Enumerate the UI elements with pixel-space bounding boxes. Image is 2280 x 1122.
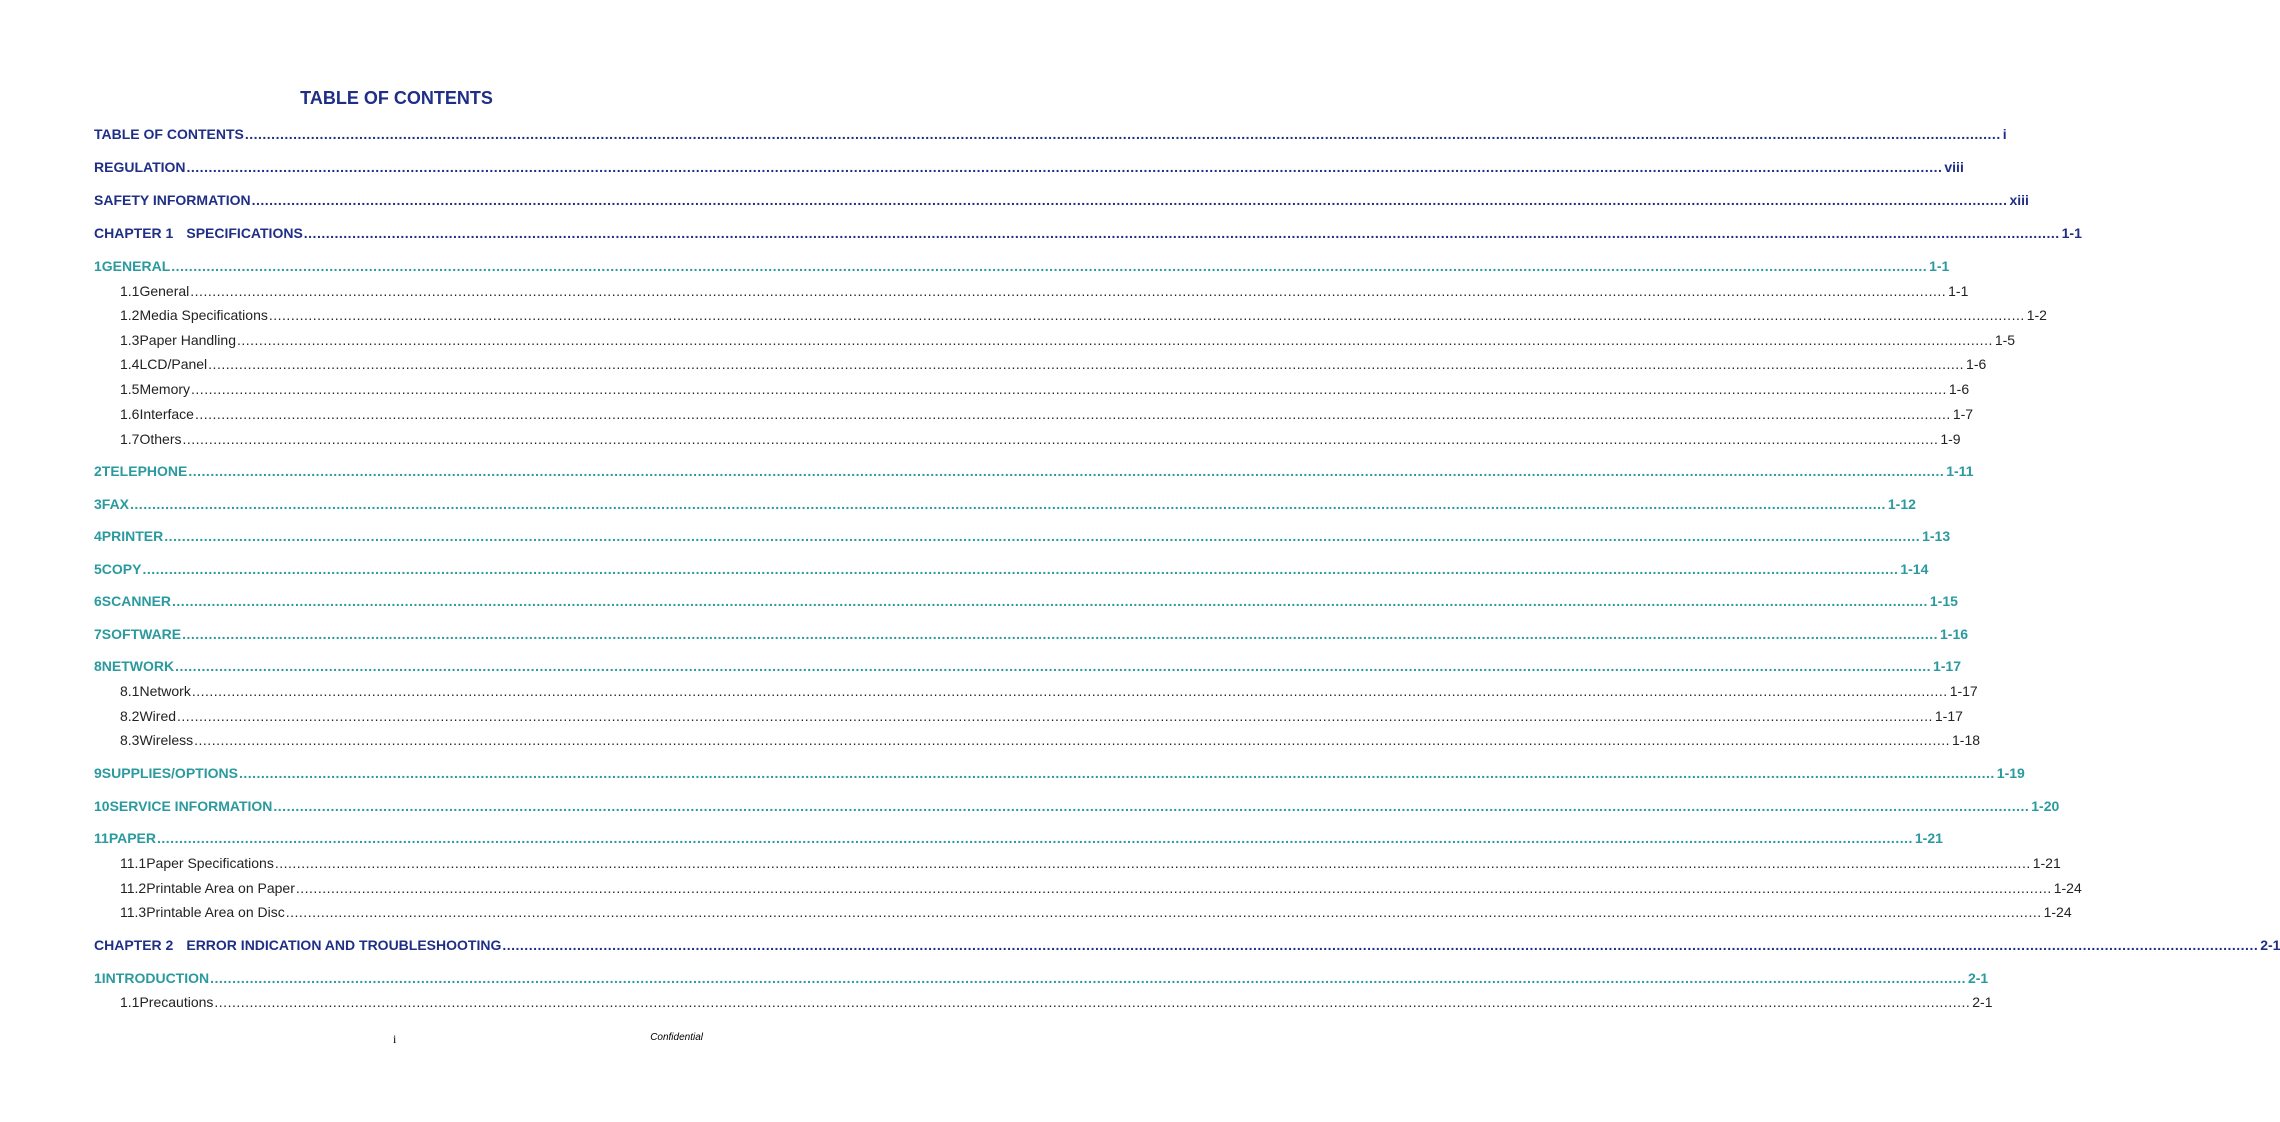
toc-entry-number: 1 xyxy=(94,970,102,986)
toc-entry-label: ERROR INDICATION AND TROUBLESHOOTING xyxy=(186,937,502,953)
toc-entry-chapter: CHAPTER 1 xyxy=(94,225,174,241)
toc-entry-page: 2-1 xyxy=(1967,970,1989,986)
toc-entry-label: Memory xyxy=(139,381,191,397)
toc-entry[interactable] xyxy=(120,732,1981,748)
toc-entry-number: 10 xyxy=(94,798,110,814)
toc-entry-page: 1-6 xyxy=(1966,356,1987,372)
toc-entry-chapter: CHAPTER 2 xyxy=(94,937,174,953)
toc-entry-label: FAX xyxy=(101,496,130,512)
toc-entry-label: Interface xyxy=(139,406,194,422)
toc-entry-number: 3 xyxy=(94,496,102,512)
toc-entry[interactable] xyxy=(94,225,2082,241)
toc-entry[interactable] xyxy=(120,431,1961,447)
toc-dot-leader: ................................................................................................................................................................................................................................................................................................................................................................................................................ xyxy=(210,970,1966,986)
toc-entry-page: 1-17 xyxy=(1932,658,1962,674)
toc-entry-number: 4 xyxy=(94,528,102,544)
toc-dot-leader: ................................................................................................................................................................................................................................................................................................................................................................................................................ xyxy=(177,708,1933,724)
toc-entry-number: 1.1 xyxy=(120,994,140,1010)
toc-dot-leader: ................................................................................................................................................................................................................................................................................................................................................................................................................ xyxy=(274,855,2031,871)
toc-entry-number: 9 xyxy=(94,765,102,781)
toc-entry-page: 1-17 xyxy=(1934,708,1963,724)
toc-entry[interactable] xyxy=(94,658,1962,674)
toc-entry-label: Paper Handling xyxy=(139,332,236,348)
toc-dot-leader: ................................................................................................................................................................................................................................................................................................................................................................................................................ xyxy=(188,463,1945,479)
toc-entry-label: LCD/Panel xyxy=(139,356,208,372)
toc-entry[interactable] xyxy=(94,765,2025,781)
toc-entry-number: 11 xyxy=(94,830,109,846)
toc-entry-page: 1-14 xyxy=(1900,561,1929,577)
toc-dot-leader: ................................................................................................................................................................................................................................................................................................................................................................................................................ xyxy=(214,994,1971,1010)
toc-entry-label: General xyxy=(139,283,190,299)
toc-entry-number: 8 xyxy=(94,658,102,674)
toc-dot-leader: ................................................................................................................................................................................................................................................................................................................................................................................................................ xyxy=(238,765,1995,781)
toc-dot-leader: ................................................................................................................................................................................................................................................................................................................................................................................................................ xyxy=(130,496,1886,512)
toc-dot-leader: ................................................................................................................................................................................................................................................................................................................................................................................................................ xyxy=(194,732,1950,748)
toc-entry-number: 1.7 xyxy=(120,431,140,447)
toc-entry-label: Precautions xyxy=(139,994,214,1010)
toc-entry-page: 1-16 xyxy=(1940,626,1969,642)
toc-entry-page: 1-24 xyxy=(2043,904,2072,920)
toc-dot-leader: ................................................................................................................................................................................................................................................................................................................................................................................................................ xyxy=(164,528,1921,544)
toc-entry-page: 1-12 xyxy=(1887,496,1916,512)
toc-entry-label: SERVICE INFORMATION xyxy=(109,798,273,814)
toc-dot-leader: ................................................................................................................................................................................................................................................................................................................................................................................................................ xyxy=(303,225,2060,241)
toc-dot-leader: ................................................................................................................................................................................................................................................................................................................................................................................................................ xyxy=(190,283,1947,299)
toc-entry-label: TABLE OF CONTENTS xyxy=(94,126,244,142)
toc-entry-number: 2 xyxy=(94,463,102,479)
toc-entry-label: SAFETY INFORMATION xyxy=(94,192,251,208)
toc-dot-leader: ................................................................................................................................................................................................................................................................................................................................................................................................................ xyxy=(142,561,1899,577)
toc-entry[interactable] xyxy=(94,937,2280,953)
toc-entry[interactable] xyxy=(120,904,2072,920)
toc-entry[interactable] xyxy=(94,561,1929,577)
toc-entry-label: Wireless xyxy=(139,732,194,748)
toc-entry-number: 1.6 xyxy=(120,406,140,422)
toc-entry-label: PAPER xyxy=(108,830,157,846)
toc-entry[interactable] xyxy=(120,880,2082,896)
toc-entry-page: 1-5 xyxy=(1994,332,2016,348)
toc-dot-leader: ................................................................................................................................................................................................................................................................................................................................................................................................................ xyxy=(236,332,1993,348)
toc-dot-leader: ................................................................................................................................................................................................................................................................................................................................................................................................................ xyxy=(244,126,2001,142)
toc-entry[interactable] xyxy=(120,855,2061,871)
toc-entry-number: 7 xyxy=(94,626,102,642)
footer-confidential: Confidential xyxy=(650,1032,703,1043)
toc-entry-page: 1-9 xyxy=(1940,431,1961,447)
toc-dot-leader: ................................................................................................................................................................................................................................................................................................................................................................................................................ xyxy=(295,880,2052,896)
toc-entry[interactable] xyxy=(94,970,1989,986)
toc-entry-label: TELEPHONE xyxy=(101,463,188,479)
toc-dot-leader: ................................................................................................................................................................................................................................................................................................................................................................................................................ xyxy=(191,381,1947,397)
toc-entry[interactable] xyxy=(120,994,1993,1010)
toc-entry-page: 1-7 xyxy=(1952,406,1974,422)
toc-entry-label: INTRODUCTION xyxy=(101,970,210,986)
toc-entry-label: GENERAL xyxy=(101,258,171,274)
toc-entry-page: 2-1 xyxy=(2260,937,2280,953)
toc-entry-number: 11.1 xyxy=(120,855,147,871)
toc-entry-label: SCANNER xyxy=(101,593,172,609)
toc-dot-leader: ................................................................................................................................................................................................................................................................................................................................................................................................................ xyxy=(273,798,2030,814)
footer-page-number: i xyxy=(393,1032,397,1046)
toc-entry[interactable] xyxy=(94,258,1950,274)
toc-entry-number: 1 xyxy=(94,258,102,274)
toc-entry-page: 1-20 xyxy=(2031,798,2060,814)
toc-entry-page: 1-2 xyxy=(2026,307,2047,323)
toc-entry-page: 1-19 xyxy=(1996,765,2025,781)
toc-entry[interactable] xyxy=(120,307,2047,323)
toc-entry[interactable] xyxy=(94,798,2060,814)
toc-entry-number: 8.1 xyxy=(120,683,140,699)
toc-entry-label: Wired xyxy=(139,708,177,724)
toc-dot-leader: ................................................................................................................................................................................................................................................................................................................................................................................................................ xyxy=(182,431,1939,447)
toc-entry[interactable] xyxy=(94,192,2029,208)
toc-entry-page: viii xyxy=(1944,159,1964,175)
toc-dot-leader: ................................................................................................................................................................................................................................................................................................................................................................................................................ xyxy=(285,904,2042,920)
toc-dot-leader: ................................................................................................................................................................................................................................................................................................................................................................................................................ xyxy=(175,658,1931,674)
toc-entry-label: Network xyxy=(139,683,191,699)
toc-entry[interactable] xyxy=(120,381,1970,397)
toc-entry[interactable] xyxy=(94,463,1974,479)
toc-entry-number: 1.5 xyxy=(120,381,140,397)
toc-entry-number: 6 xyxy=(94,593,102,609)
toc-entry-page: 1-1 xyxy=(1929,258,1950,274)
toc-entry-label: SUPPLIES/OPTIONS xyxy=(101,765,238,781)
toc-entry-label: SPECIFICATIONS xyxy=(186,225,303,241)
page-title: TABLE OF CONTENTS xyxy=(300,88,493,108)
toc-dot-leader: ................................................................................................................................................................................................................................................................................................................................................................................................................ xyxy=(172,593,1928,609)
toc-entry-number: 1.2 xyxy=(120,307,140,323)
toc-entry-label: SOFTWARE xyxy=(101,626,182,642)
toc-dot-leader: ................................................................................................................................................................................................................................................................................................................................................................................................................ xyxy=(191,683,1948,699)
toc-entry[interactable] xyxy=(120,283,1969,299)
toc-entry[interactable] xyxy=(94,159,1964,175)
toc-entry-page: 1-6 xyxy=(1948,381,1970,397)
toc-entry-page: 1-15 xyxy=(1929,593,1958,609)
toc-entry-page: 1-17 xyxy=(1949,683,1978,699)
toc-entry-number: 8.2 xyxy=(120,708,140,724)
toc-entry-page: 1-18 xyxy=(1952,732,1981,748)
toc-entry-page: 1-11 xyxy=(1946,463,1974,479)
toc-dot-leader: ................................................................................................................................................................................................................................................................................................................................................................................................................ xyxy=(251,192,2008,208)
toc-entry[interactable] xyxy=(120,406,1974,422)
toc-entry[interactable] xyxy=(94,830,1943,846)
toc-dot-leader: ................................................................................................................................................................................................................................................................................................................................................................................................................ xyxy=(208,356,1965,372)
toc-entry-page: xiii xyxy=(2009,192,2029,208)
toc-entry-number: 1.1 xyxy=(120,283,140,299)
toc-entry-page: 1-24 xyxy=(2053,880,2082,896)
toc-entry[interactable] xyxy=(94,496,1916,512)
toc-entry-page: 1-21 xyxy=(2032,855,2061,871)
toc-dot-leader: ................................................................................................................................................................................................................................................................................................................................................................................................................ xyxy=(157,830,1913,846)
toc-entry[interactable] xyxy=(120,332,2016,348)
toc-entry-label: Printable Area on Paper xyxy=(146,880,295,896)
toc-dot-leader: ................................................................................................................................................................................................................................................................................................................................................................................................................ xyxy=(186,159,1943,175)
toc-entry[interactable] xyxy=(94,593,1958,609)
toc-entry[interactable] xyxy=(94,126,2007,142)
toc-entry-label: PRINTER xyxy=(101,528,164,544)
toc-entry[interactable] xyxy=(120,356,1987,372)
toc-entry-page: 1-1 xyxy=(1948,283,1969,299)
toc-entry-label: Printable Area on Disc xyxy=(146,904,285,920)
toc-dot-leader: ................................................................................................................................................................................................................................................................................................................................................................................................................ xyxy=(268,307,2025,323)
toc-entry-label: Others xyxy=(139,431,182,447)
toc-entry-page: 1-1 xyxy=(2061,225,2082,241)
toc-entry-number: 1.4 xyxy=(120,356,140,372)
toc-entry-label: REGULATION xyxy=(94,159,186,175)
toc-dot-leader: ................................................................................................................................................................................................................................................................................................................................................................................................................ xyxy=(171,258,1928,274)
toc-entry-page: 1-13 xyxy=(1922,528,1951,544)
toc-entry-page: i xyxy=(2002,126,2007,142)
toc-entry[interactable] xyxy=(120,683,1978,699)
toc-entry-label: Media Specifications xyxy=(139,307,268,323)
toc-entry-page: 1-21 xyxy=(1914,830,1943,846)
toc-entry[interactable] xyxy=(94,528,1951,544)
toc-entry-page: 2-1 xyxy=(1972,994,1993,1010)
toc-entry-number: 1.3 xyxy=(120,332,140,348)
toc-entry-number: 11.3 xyxy=(120,904,147,920)
toc-entry[interactable] xyxy=(120,708,1963,724)
toc-dot-leader: ................................................................................................................................................................................................................................................................................................................................................................................................................ xyxy=(182,626,1938,642)
toc-entry-number: 11.2 xyxy=(120,880,147,896)
toc-dot-leader: ................................................................................................................................................................................................................................................................................................................................................................................................................ xyxy=(502,937,2259,953)
toc-dot-leader: ................................................................................................................................................................................................................................................................................................................................................................................................................ xyxy=(194,406,1951,422)
toc-entry-label: NETWORK xyxy=(101,658,175,674)
toc-entry[interactable] xyxy=(94,626,1969,642)
toc-entry-label: Paper Specifications xyxy=(146,855,274,871)
toc-entry-number: 8.3 xyxy=(120,732,140,748)
toc-entry-label: COPY xyxy=(101,561,142,577)
toc-entry-number: 5 xyxy=(94,561,102,577)
